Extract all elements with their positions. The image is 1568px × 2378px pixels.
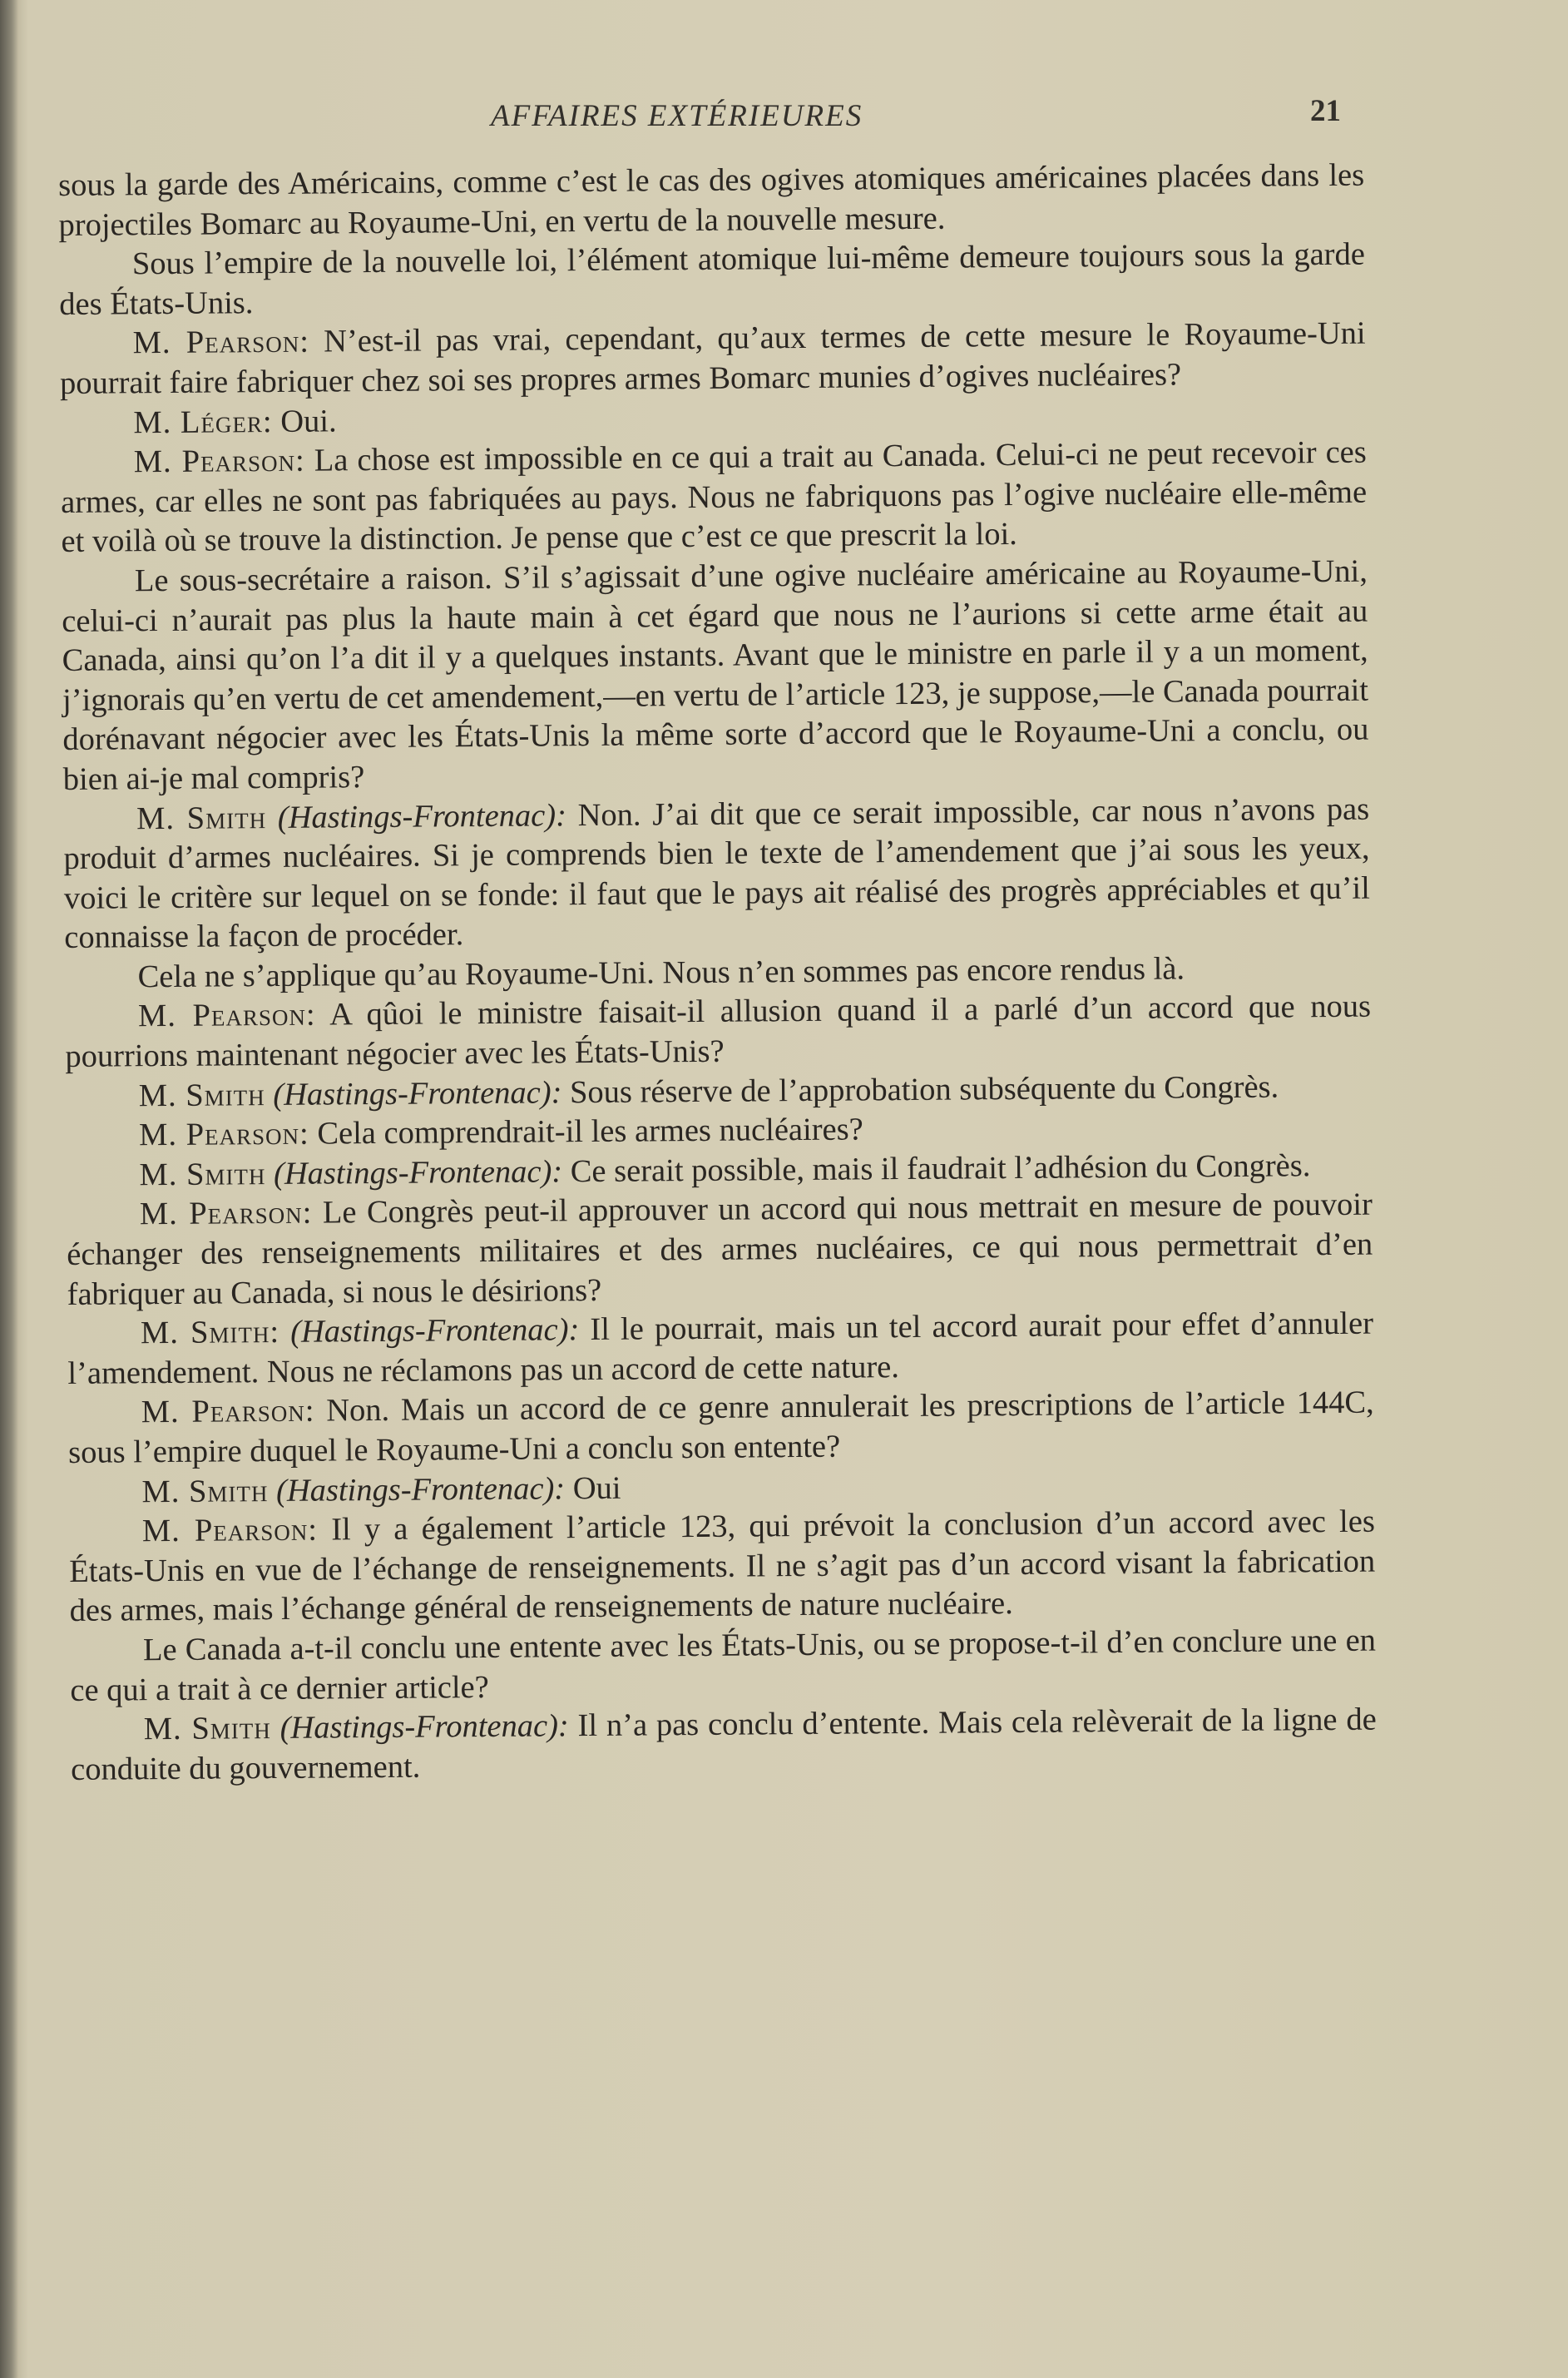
paragraph-text: Ce serait possible, mais il faudrait l’adhésion du Congrès. [570,1148,1311,1190]
paragraph-18 [70,1622,1377,1712]
paragraph-17 [69,1503,1376,1632]
speaker-name: M. Pearson: [137,998,316,1034]
paragraph-text: Oui. [280,403,337,439]
paragraph-9 [65,988,1372,1078]
paragraph-text: Sous l’empire de la nouvelle loi, l’élément atomique lui-même demeure toujours sous la garde des États-Unis. [59,236,1366,322]
speaker-name: M. Pearson: [141,1512,319,1549]
speaker-name: M. Pearson: [141,1394,315,1430]
paragraph-text: Il y a également l’article 123, qui prévoit la conclusion d’un accord avec les États-Unis en vue de l’échange de renseignements. Il ne s’agit pas d’un accord visant la fabrication des armes, mais l’échange général de renseignements de nature nucléaire. [69,1504,1376,1629]
paragraph-text: sous la garde des Américains, comme c’est le cas des ogives atomiques américaines placées dans les projectiles Bomarc au Royaume-Uni, en vertu de la nouvelle mesure. [58,157,1365,243]
page-number: 21 [1310,94,1341,128]
speaker-riding: (Hastings-Frontenac): [279,1708,569,1746]
paragraph-text: Il le pourrait, mais un tel accord aurait pour effet d’annuler l’amendement. Nous ne réclamons pas un accord de cette nature. [67,1305,1374,1391]
paragraph-14 [67,1305,1374,1395]
binding-gutter [0,0,18,2378]
paragraph-text: Non. Mais un accord de ce genre annulerait les prescriptions de l’article 144C, sous l’empire duquel le Royaume-Uni a conclu son entente? [67,1385,1374,1470]
paragraph-13 [67,1186,1373,1315]
paragraph-text: La chose est impossible en ce qui a trait au Canada. Celui-ci ne peut recevoir ces armes, car elles ne sont pas fabriquées au pays. Nous ne fabriquons pas l’ogive nucléaire elle-même et voilà où se trouve la distinction. Je pense que c’est ce que prescrit la loi. [61,434,1368,560]
body-text [58,156,1377,1791]
paragraph-19 [71,1701,1378,1791]
paragraph-text: N’est-il pas vrai, cependant, qu’aux termes de cette mesure le Royaume-Uni pourrait faire fabriquer chez soi ses propres armes Bomarc munies d’ogives nucléaires? [59,316,1366,401]
running-head: AFFAIRES EXTÉRIEURES [491,99,863,133]
speaker-riding: (Hastings-Frontenac): [277,797,567,835]
paragraph-1 [58,156,1365,246]
page-header [0,93,1568,143]
paragraph-text: Non. J’ai dit que ce serait impossible, car nous n’avons pas produit d’armes nucléaires. Si je comprends bien le texte de l’amendement que j’ai sous les yeux, voici le critère sur lequel on se fonde: il faut que le pays ait réalisé des progrès appréciables et qu’il connaisse la façon de procéder. [63,791,1371,956]
paragraph-text: Oui [572,1470,621,1506]
speaker-name: M. Pearson: [138,1116,309,1153]
paragraph-text: Sous réserve de l’approbation subséquente du Congrès. [569,1069,1279,1110]
speaker-name: M. Smith [143,1711,271,1747]
speaker-name: M. Pearson: [139,1196,313,1232]
paragraph-5 [61,433,1368,562]
paragraph-text: Cela ne s’applique qu’au Royaume-Uni. Nous n’en sommes pas encore rendus là. [137,951,1185,995]
speaker-name: M. Smith [138,1077,265,1113]
speaker-riding: (Hastings-Frontenac): [273,1074,562,1112]
paragraph-7 [63,790,1370,959]
paragraph-text: Le Congrès peut-il approuver un accord qui nous mettrait en mesure de pouvoir échanger des renseignements militaires et des armes nucléaires, ce qui nous permettrait d’en fabriquer au Canada, si nous le désirions? [67,1187,1373,1312]
paragraph-3 [59,315,1366,404]
paragraph-text: Le sous-secrétaire a raison. S’il s’agissait d’une ogive nucléaire américaine au Royaume-Uni, celui-ci n’aurait pas plus la haute main à cet égard que nous ne l’aurions si cette arme était au Canada, ainsi qu’on l’a dit il y a quelques instants. Avant que le ministre en parle il y a un moment, j’ignorais qu’en vertu de cet amendement,—en vertu de l’article 123, je suppose,—le Canada pourrait dorénavant négocier avec les États-Unis la même sorte d’accord que le Royaume-Uni a conclu, ou bien ai-je mal compris? [62,553,1369,797]
speaker-riding: (Hastings-Frontenac): [275,1470,566,1509]
speaker-name: M. Léger: [133,404,273,440]
paragraph-6 [62,552,1369,800]
speaker-riding: (Hastings-Frontenac): [273,1154,563,1191]
speaker-name: M. Pearson: [133,443,305,480]
speaker-name: M. Smith [139,1156,266,1193]
paragraph-2 [59,235,1366,325]
paragraph-text: A qûoi le ministre faisait-il allusion quand il a parlé d’un accord que nous pourrions maintenant négocier avec les États-Unis? [65,989,1372,1075]
paragraph-text: Le Canada a-t-il conclu une entente avec les États-Unis, ou se propose-t-il d’en conclure une en ce qui a trait à ce dernier article? [70,1622,1377,1708]
speaker-name: M. Pearson: [132,324,310,361]
speaker-name: M. Smith [141,1473,269,1509]
speaker-name: M. Smith: [140,1315,280,1351]
paragraph-15 [68,1384,1375,1474]
speaker-name: M. Smith [136,800,267,836]
speaker-riding: (Hastings-Frontenac): [290,1312,580,1350]
paragraph-text: Il n’a pas conclu d’entente. Mais cela relèverait de la ligne de conduite du gouvernement. [70,1702,1377,1787]
paragraph-text: Cela comprendrait-il les armes nucléaires? [317,1112,863,1152]
